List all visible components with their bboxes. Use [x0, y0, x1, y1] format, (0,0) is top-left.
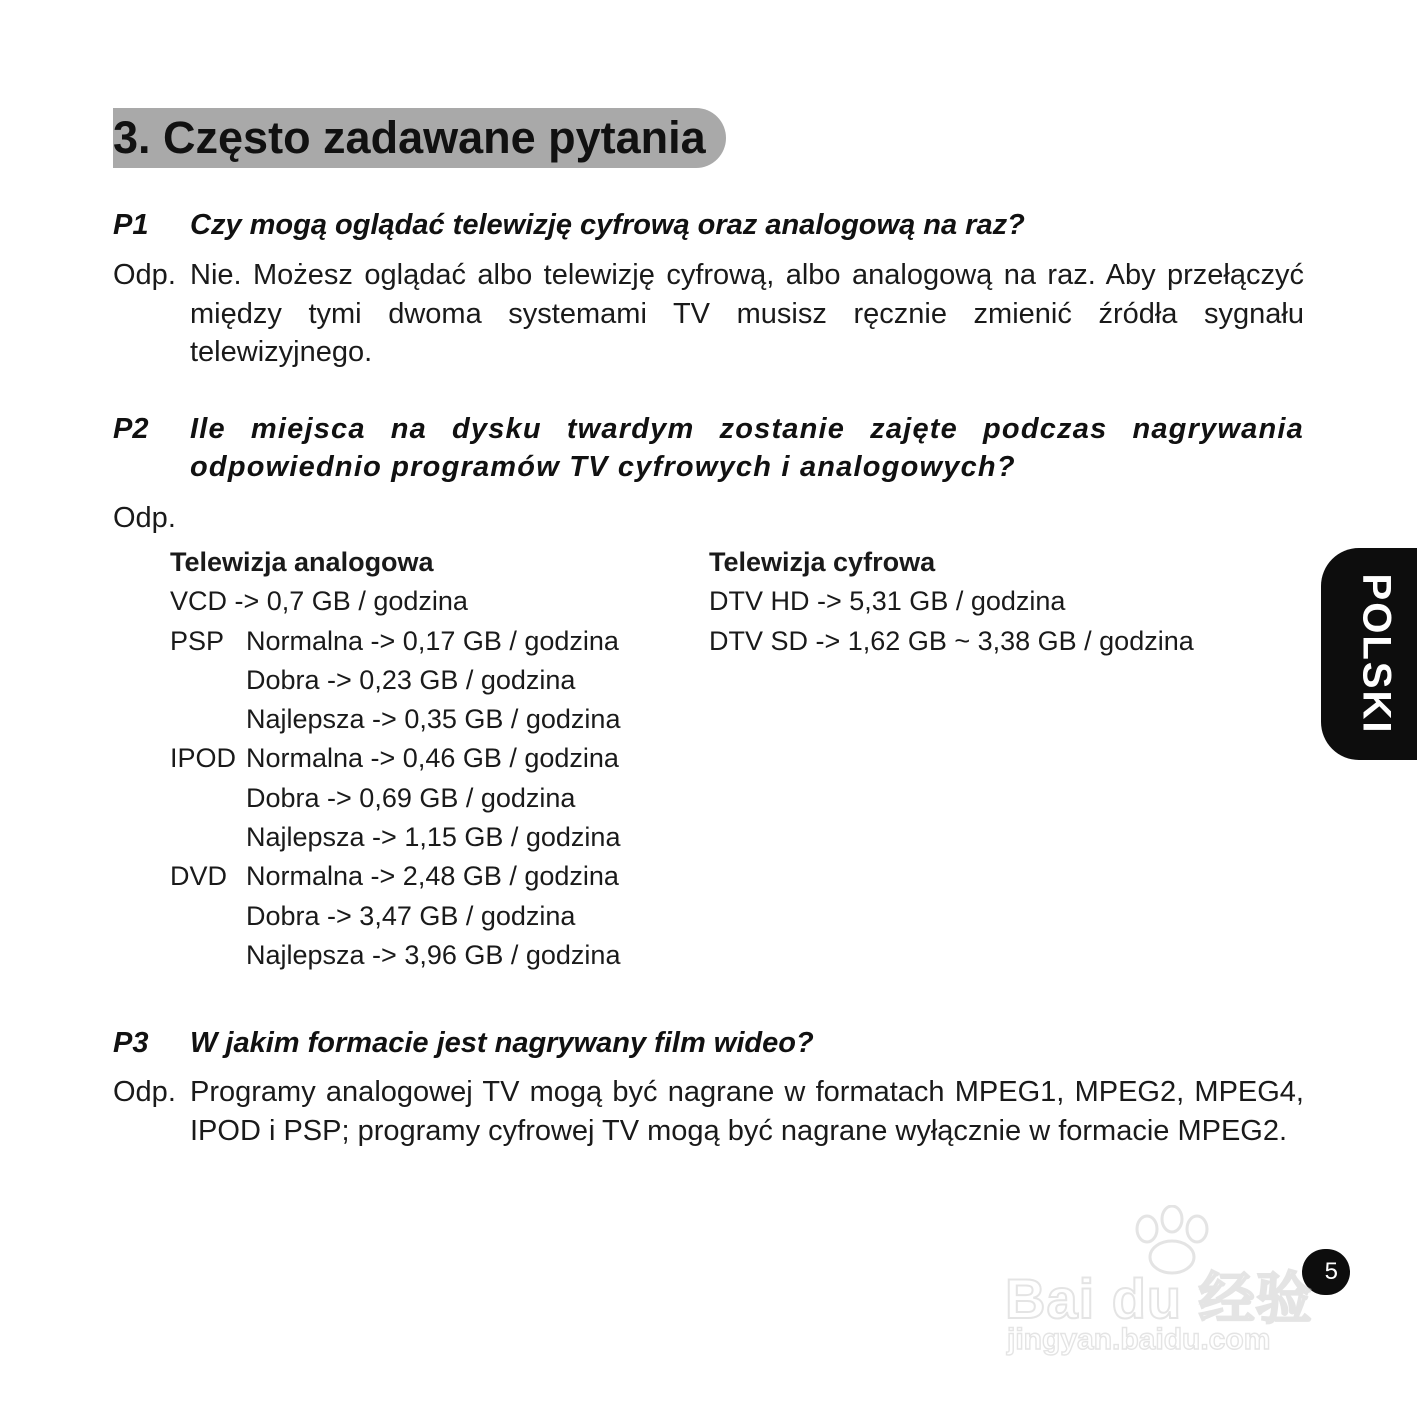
rate-value: Najlepsza -> 3,96 GB / godzina [246, 939, 621, 970]
digital-tv-title: Telewizja cyfrowa [709, 547, 936, 577]
table-row [170, 897, 576, 936]
answer-p3 [113, 1073, 1304, 1150]
device-label: IPOD [170, 743, 237, 774]
table-row [170, 700, 621, 739]
language-tab [1321, 548, 1417, 760]
section-heading: 3. Często zadawane pytania [113, 108, 726, 168]
question-text: W jakim formacie jest nagrywany film wideo? [190, 1027, 814, 1059]
rate-value: Normalna -> 0,17 GB / godzina [246, 625, 619, 656]
analog-tv-title: Telewizja analogowa [170, 547, 434, 577]
watermark [1005, 1205, 1335, 1365]
rate-value: Dobra -> 0,23 GB / godzina [246, 664, 576, 695]
question-text: Czy mogą oglądać telewizję cyfrową oraz analogową na raz? [190, 209, 1025, 241]
rate-value: Normalna -> 2,48 GB / godzina [246, 861, 619, 892]
answer-label: Odp. [113, 259, 176, 291]
question-label: P1 [113, 209, 149, 241]
rate-value: Dobra -> 0,69 GB / godzina [246, 782, 576, 813]
question-p1 [113, 206, 1304, 244]
question-label: P2 [113, 413, 149, 445]
question-text: Ile miejsca na dysku twardym zostanie zajęte podczas nagrywania odpowiednio programów TV cyfrowych i analogowych? [190, 413, 1304, 483]
question-p2 [113, 410, 1304, 486]
rate-value: Najlepsza -> 1,15 GB / godzina [246, 822, 621, 853]
table-row [170, 739, 619, 778]
digital-tv-table [709, 543, 1194, 661]
watermark-brand: Bai du 经验 [1005, 1267, 1313, 1330]
device-label: PSP [170, 625, 225, 656]
answer-p1 [113, 256, 1304, 372]
language-tab-label: POLSKI [1354, 573, 1399, 735]
rate-value: Dobra -> 3,47 GB / godzina [246, 900, 576, 931]
rate-value: DTV HD -> 5,31 GB / godzina [709, 586, 1066, 617]
device-label: DVD [170, 861, 228, 892]
table-row [170, 661, 576, 700]
rate-value: Normalna -> 0,46 GB / godzina [246, 743, 619, 774]
analog-tv-table [170, 543, 621, 975]
answer-label: Odp. [113, 1076, 176, 1108]
table-row [170, 936, 621, 975]
table-row [709, 622, 1194, 661]
answer-text: Nie. Możesz oglądać albo telewizję cyfrową, albo analogową na raz. Aby przełączyć między tymi dwoma systemami TV musisz ręcznie zmienić źródła sygnału telewizyjnego. [190, 259, 1304, 368]
rate-value: VCD -> 0,7 GB / godzina [170, 586, 468, 617]
question-label: P3 [113, 1027, 149, 1059]
table-row [170, 857, 619, 896]
question-p3 [113, 1024, 1304, 1062]
page-number-text: 5 [1324, 1258, 1338, 1285]
table-row [170, 622, 619, 661]
answer-label: Odp. [113, 502, 176, 534]
table-row [170, 818, 621, 857]
answer-text: Programy analogowej TV mogą być nagrane w formatach MPEG1, MPEG2, MPEG4, IPOD i PSP; programy cyfrowej TV mogą być nagrane wyłącznie w formacie MPEG2. [190, 1076, 1304, 1147]
rate-value: Najlepsza -> 0,35 GB / godzina [246, 704, 621, 735]
rate-value: DTV SD -> 1,62 GB ~ 3,38 GB / godzina [709, 625, 1194, 656]
table-row [709, 582, 1066, 621]
watermark-url: jingyan.baidu.com [1007, 1323, 1271, 1356]
table-row [170, 582, 468, 621]
table-row [170, 779, 576, 818]
